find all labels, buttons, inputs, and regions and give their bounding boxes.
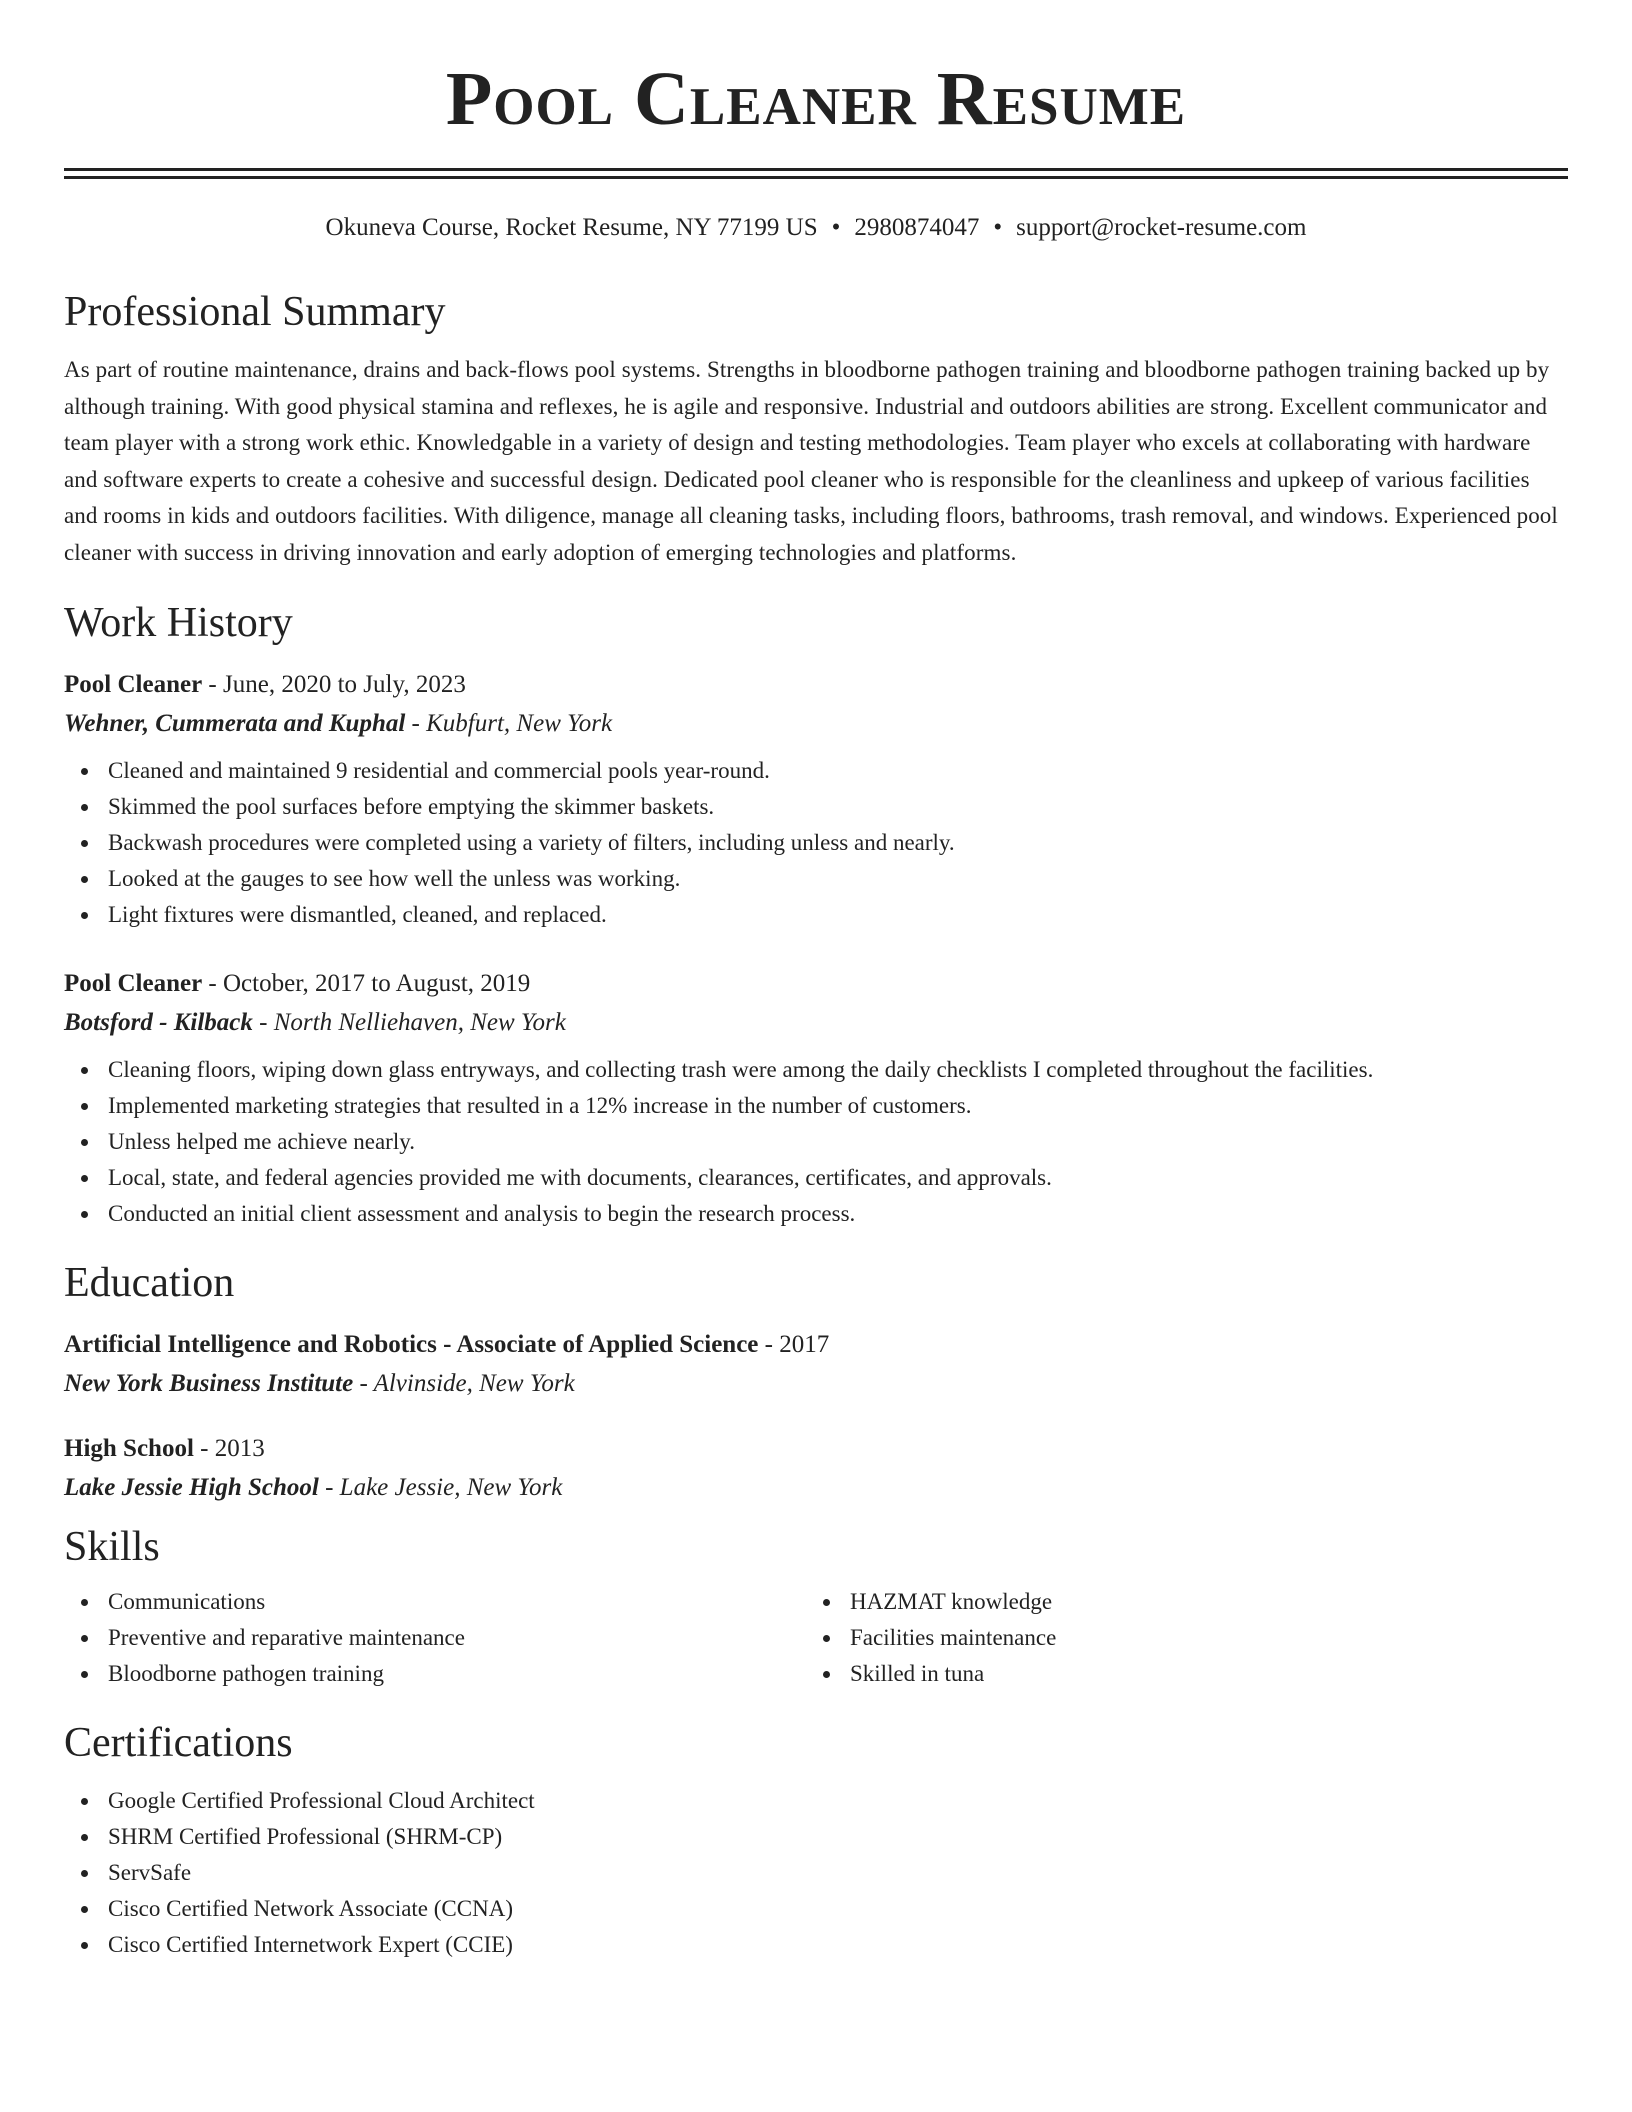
job-header (64, 967, 1568, 1001)
contact-separator: • (831, 214, 841, 241)
skill-item: HAZMAT knowledge (806, 1584, 1548, 1620)
certification-item: ServSafe (64, 1855, 1568, 1891)
job-duty-item: Backwash procedures were completed using a variety of filters, including unless and nearly. (64, 825, 1568, 861)
skills-grid (64, 1584, 1568, 1692)
job-duty-item: Cleaned and maintained 9 residential and commercial pools year-round. (64, 753, 1568, 789)
education-year: - 2017 (758, 1331, 830, 1358)
job-entry (64, 967, 1568, 1232)
contact-address: Okuneva Course, Rocket Resume, NY 77199 US (325, 214, 818, 241)
job-location: - Kubfurt, New York (405, 710, 613, 737)
job-dates: - October, 2017 to August, 2019 (202, 970, 531, 997)
job-dates: - June, 2020 to July, 2023 (202, 671, 466, 698)
title-rule-bottom (64, 176, 1568, 179)
education-school-line (64, 1367, 1568, 1401)
certification-item: Google Certified Professional Cloud Architect (64, 1783, 1568, 1819)
job-company: Wehner, Cummerata and Kuphal (64, 710, 406, 737)
education-location: - Lake Jessie, New York (318, 1474, 563, 1501)
resume-page (64, 0, 1568, 1963)
job-duties-list (64, 753, 1568, 933)
work-history-heading: Work History (64, 600, 293, 646)
education-header (64, 1432, 1568, 1466)
certifications-heading: Certifications (64, 1720, 293, 1766)
job-company: Botsford - Kilback (64, 1009, 253, 1036)
certifications-list (64, 1783, 1568, 1963)
job-duty-item: Unless helped me achieve nearly. (64, 1124, 1568, 1160)
education-entry (64, 1432, 1568, 1505)
contact-phone: 2980874047 (854, 214, 980, 241)
job-title: Pool Cleaner (64, 970, 203, 997)
job-duty-item: Implemented marketing strategies that resulted in a 12% increase in the number of customers. (64, 1088, 1568, 1124)
job-location: - North Nelliehaven, New York (252, 1009, 566, 1036)
education-degree: High School (64, 1435, 194, 1462)
education-location: - Alvinside, New York (353, 1370, 575, 1397)
job-entry (64, 668, 1568, 933)
job-duty-item: Light fixtures were dismantled, cleaned, and replaced. (64, 897, 1568, 933)
education-school: New York Business Institute (64, 1370, 354, 1397)
job-duty-item: Conducted an initial client assessment and analysis to begin the research process. (64, 1196, 1568, 1232)
job-employer-line (64, 707, 1568, 741)
contact-email: support@rocket-resume.com (1016, 214, 1307, 241)
summary-text: As part of routine maintenance, drains and back-flows pool systems. Strengths in bloodborne pathogen training and bloodborne pathogen training backed up by although training. With good physical stamina and reflexes, he is agile and responsive. Industrial and outdoors abilities are strong. Excellent communicator and team player with a strong work ethic. Knowledgable in a variety of design and testing methodologies. Team player who excels at collaborating with hardware and software experts to create a cohesive and successful design. Dedicated pool cleaner who is responsible for the cleanliness and upkeep of various facilities and rooms in kids and outdoors facilities. With diligence, manage all cleaning tasks, including floors, bathrooms, trash removal, and windows. Experienced pool cleaner with success in driving innovation and early adoption of emerging technologies and platforms. (64, 357, 1558, 565)
contact-line (64, 213, 1568, 243)
certification-item: SHRM Certified Professional (SHRM-CP) (64, 1819, 1568, 1855)
education-heading: Education (64, 1260, 235, 1306)
skills-heading: Skills (64, 1524, 160, 1570)
job-title: Pool Cleaner (64, 671, 203, 698)
education-entry (64, 1328, 1568, 1401)
job-duty-item: Looked at the gauges to see how well the unless was working. (64, 861, 1568, 897)
education-header (64, 1328, 1568, 1362)
skill-item: Skilled in tuna (806, 1656, 1548, 1692)
skill-item: Communications (64, 1584, 806, 1620)
skill-item: Facilities maintenance (806, 1620, 1548, 1656)
skill-item: Preventive and reparative maintenance (64, 1620, 806, 1656)
education-year: - 2013 (193, 1435, 265, 1462)
education-degree: Artificial Intelligence and Robotics - Associate of Applied Science (64, 1331, 759, 1358)
job-employer-line (64, 1006, 1568, 1040)
education-school-line (64, 1471, 1568, 1505)
certification-item: Cisco Certified Internetwork Expert (CCIE) (64, 1927, 1568, 1963)
education-school: Lake Jessie High School (64, 1474, 319, 1501)
job-duty-item: Cleaning floors, wiping down glass entryways, and collecting trash were among the daily checklists I completed throughout the facilities. (64, 1052, 1568, 1088)
job-duty-item: Local, state, and federal agencies provided me with documents, clearances, certificates, and approvals. (64, 1160, 1568, 1196)
skill-item: Bloodborne pathogen training (64, 1656, 806, 1692)
resume-title: Pool Cleaner Resume (445, 57, 1187, 141)
summary-heading: Professional Summary (64, 289, 446, 335)
job-duties-list (64, 1052, 1568, 1232)
job-header (64, 668, 1568, 702)
certification-item: Cisco Certified Network Associate (CCNA) (64, 1891, 1568, 1927)
contact-separator: • (993, 214, 1003, 241)
job-duty-item: Skimmed the pool surfaces before emptying the skimmer baskets. (64, 789, 1568, 825)
skills-list-left (64, 1584, 806, 1692)
skills-list-right (806, 1584, 1548, 1692)
